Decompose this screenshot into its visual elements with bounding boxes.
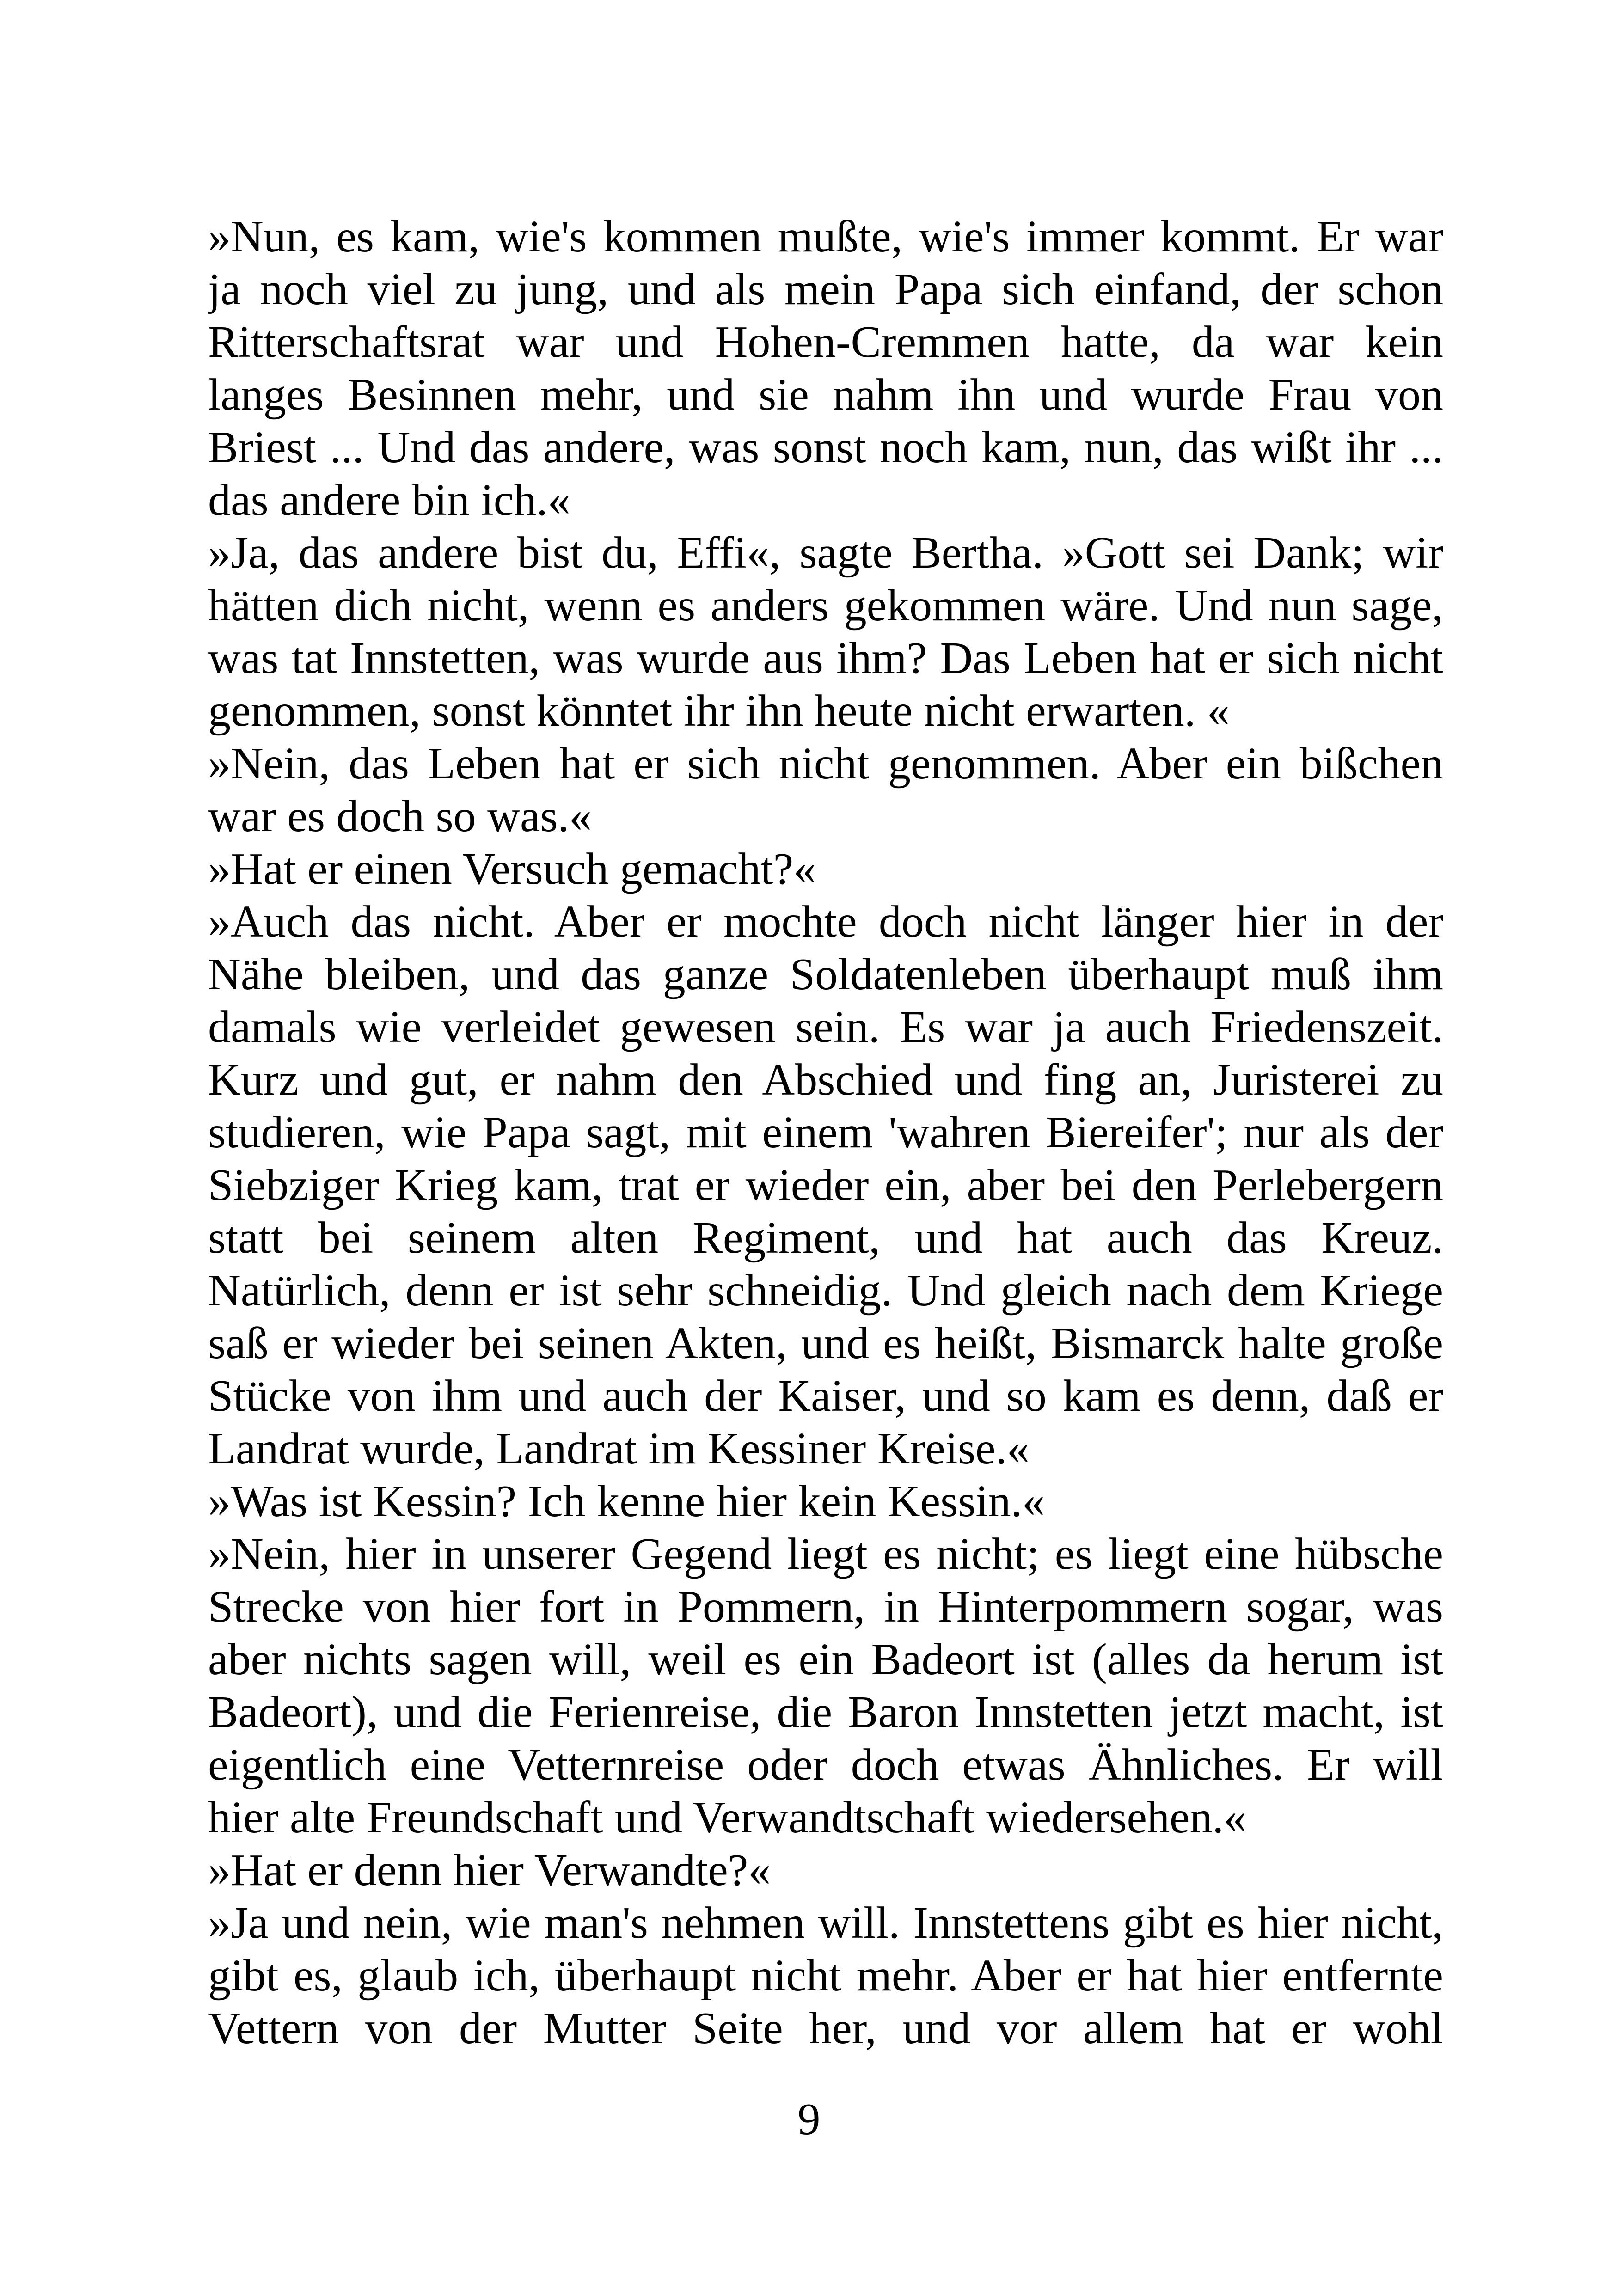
text-line: hätten dich nicht, wenn es anders gekommen wäre. Und nun sage,	[208, 581, 1443, 631]
text-line: ja noch viel zu jung, und als mein Papa sich einfand, der schon	[208, 264, 1443, 314]
text-line: Briest ... Und das andere, was sonst noch kam, nun, das wißt ihr ...	[208, 422, 1443, 472]
text-line: Badeort), und die Ferienreise, die Baron Innstetten jetzt macht, ist	[208, 1687, 1443, 1737]
text-line: Landrat wurde, Landrat im Kessiner Kreise.«	[208, 1424, 1030, 1474]
text-line: Natürlich, denn er ist sehr schneidig. Und gleich nach dem Kriege	[208, 1266, 1443, 1316]
text-line: Stücke von ihm und auch der Kaiser, und so kam es denn, daß er	[208, 1371, 1443, 1421]
text-line: »Auch das nicht. Aber er mochte doch nicht länger hier in der	[208, 897, 1443, 947]
text-line: »Nein, das Leben hat er sich nicht genommen. Aber ein bißchen	[208, 739, 1443, 789]
text-line: genommen, sonst könntet ihr ihn heute nicht erwarten. «	[208, 686, 1230, 736]
text-line: studieren, wie Papa sagt, mit einem 'wahren Biereifer'; nur als der	[208, 1108, 1443, 1157]
text-line: statt bei seinem alten Regiment, und hat auch das Kreuz.	[208, 1213, 1443, 1263]
text-line: »Nein, hier in unserer Gegend liegt es nicht; es liegt eine hübsche	[208, 1529, 1443, 1579]
body-text	[208, 210, 1443, 2055]
text-line: Strecke von hier fort in Pommern, in Hinterpommern sogar, was	[208, 1582, 1443, 1632]
text-line: »Nun, es kam, wie's kommen mußte, wie's immer kommt. Er war	[208, 212, 1443, 262]
text-line: »Hat er denn hier Verwandte?«	[208, 1845, 771, 1895]
text-line: »Hat er einen Versuch gemacht?«	[208, 844, 816, 894]
text-line: »Ja, das andere bist du, Effi«, sagte Bertha. »Gott sei Dank; wir	[208, 528, 1443, 578]
text-line: war es doch so was.«	[208, 791, 592, 841]
text-line: Ritterschaftsrat war und Hohen-Cremmen hatte, da war kein	[208, 317, 1443, 367]
text-line: langes Besinnen mehr, und sie nahm ihn und wurde Frau von	[208, 370, 1443, 420]
page-number: 9	[797, 2094, 821, 2144]
text-line: das andere bin ich.«	[208, 475, 570, 525]
text-line: Vettern von der Mutter Seite her, und vor allem hat er wohl	[208, 2003, 1443, 2053]
text-line: eigentlich eine Vetternreise oder doch etwas Ähnliches. Er will	[208, 1740, 1443, 1790]
text-line: Kurz und gut, er nahm den Abschied und fing an, Juristerei zu	[208, 1055, 1443, 1105]
text-line: hier alte Freundschaft und Verwandtschaft wiedersehen.«	[208, 1793, 1246, 1843]
text-line: Nähe bleiben, und das ganze Soldatenleben überhaupt muß ihm	[208, 949, 1443, 999]
text-line: »Was ist Kessin? Ich kenne hier kein Kessin.«	[208, 1476, 1045, 1526]
text-line: was tat Innstetten, was wurde aus ihm? Das Leben hat er sich nicht	[208, 633, 1443, 683]
text-line: Siebziger Krieg kam, trat er wieder ein, aber bei den Perlebergern	[208, 1160, 1443, 1210]
text-line: damals wie verleidet gewesen sein. Es war ja auch Friedenszeit.	[208, 1002, 1443, 1052]
text-line: aber nichts sagen will, weil es ein Badeort ist (alles da herum ist	[208, 1635, 1443, 1684]
text-line: saß er wieder bei seinen Akten, und es heißt, Bismarck halte große	[208, 1318, 1443, 1368]
text-line: gibt es, glaub ich, überhaupt nicht mehr. Aber er hat hier entfernte	[208, 1951, 1443, 2001]
text-line: »Ja und nein, wie man's nehmen will. Innstettens gibt es hier nicht,	[208, 1898, 1443, 1948]
